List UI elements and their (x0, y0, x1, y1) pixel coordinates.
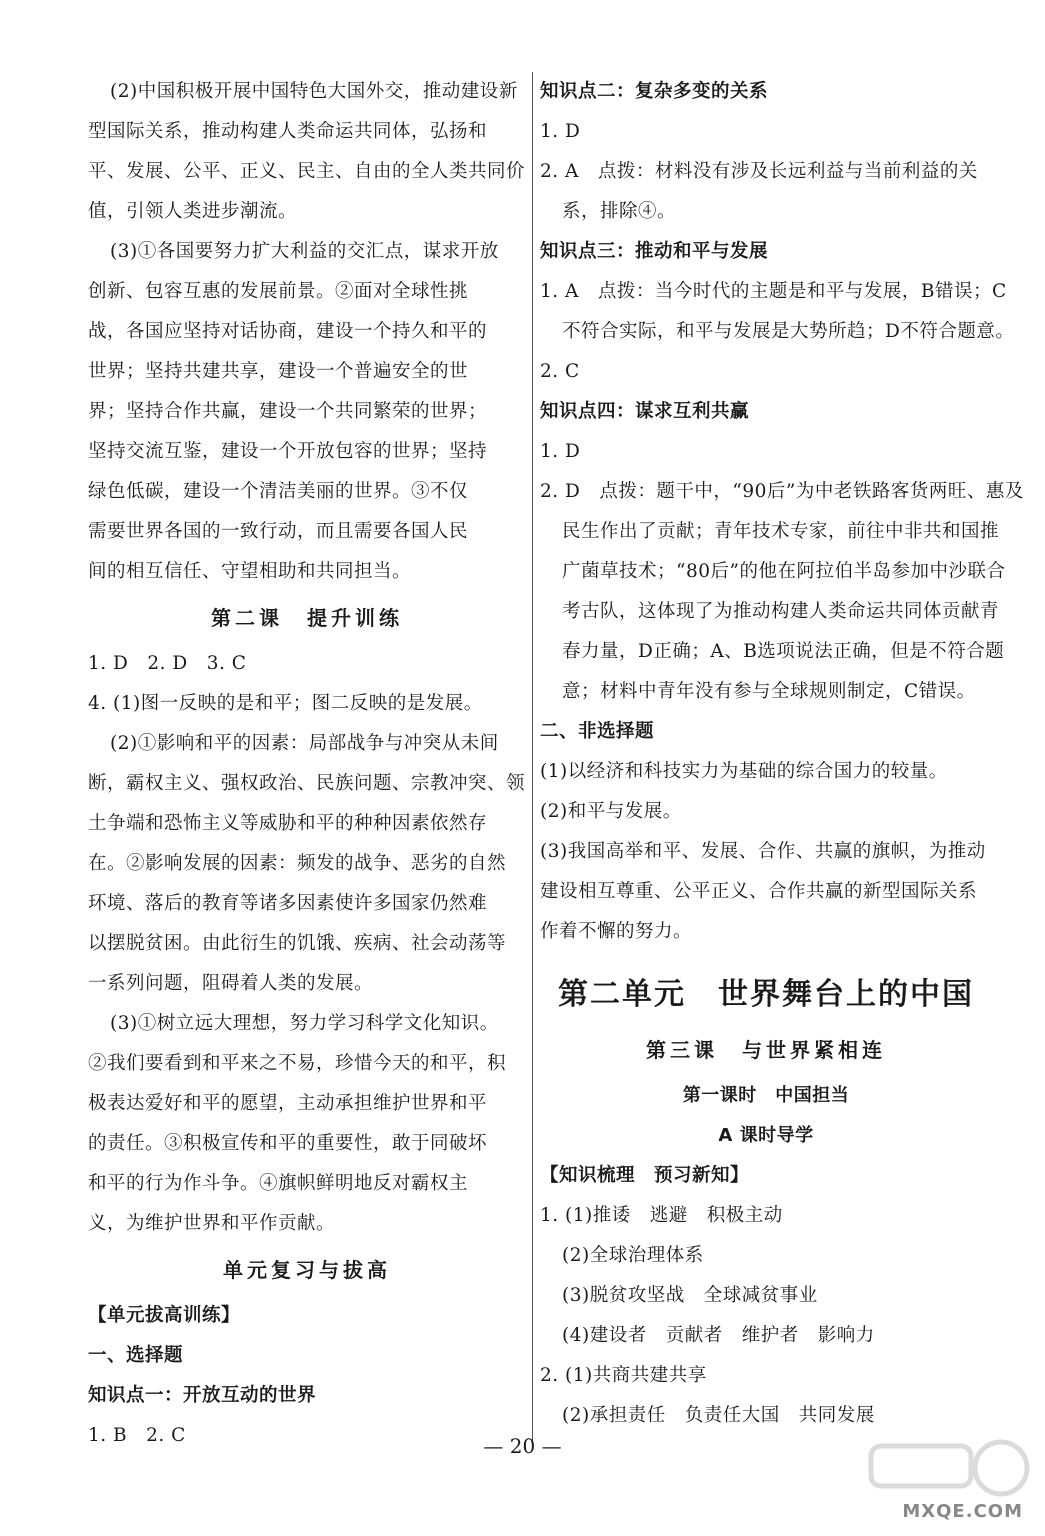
left-line: 一系列问题，阻碍着人类的发展。 (88, 973, 374, 994)
left-line: 世界；坚持共建共享，建设一个普遍安全的世 (88, 361, 469, 382)
right-line: (1)以经济和科技实力为基础的综合国力的较量。 (540, 761, 948, 782)
left-line: 1. B 2. C (88, 1425, 186, 1446)
right-line: 二、非选择题 (540, 721, 655, 742)
right-line: 2. C (540, 361, 580, 382)
left-line: 平、发展、公平、正义、民主、自由的全人类共同价 (88, 161, 526, 182)
right-line: 春力量，D正确；A、B选项说法正确，但是不符合题 (562, 641, 1005, 662)
left-line: 界；坚持合作共赢，建设一个共同繁荣的世界； (88, 401, 488, 422)
right-line: 1. D (540, 121, 581, 142)
right-line: (4)建设者 贡献者 维护者 影响力 (562, 1325, 875, 1346)
right-line: (3)我国高举和平、发展、合作、共赢的旗帜，为推动 (540, 841, 986, 862)
right-line: 【知识梳理 预习新知】 (540, 1165, 750, 1186)
left-line: 绿色低碳，建设一个清洁美丽的世界。③不仅 (88, 481, 469, 502)
right-line: 知识点三：推动和平与发展 (540, 241, 769, 262)
left-line: (2)中国积极开展中国特色大国外交，推动建设新 (110, 81, 518, 102)
left-line: (3)①树立远大理想，努力学习科学文化知识。 (110, 1013, 499, 1034)
left-line: 义，为维护世界和平作贡献。 (88, 1213, 336, 1234)
left-line: 坚持交流互鉴，建设一个开放包容的世界；坚持 (88, 441, 488, 462)
left-line: (2)①影响和平的因素：局部战争与冲突从未间 (110, 733, 499, 754)
right-line: 1. A 点拨：当今时代的主题是和平与发展，B错误；C (540, 281, 1007, 302)
left-line: 值，引领人类进步潮流。 (88, 201, 298, 222)
right-line: 第一课时 中国担当 (682, 1085, 850, 1106)
right-line: (2)和平与发展。 (540, 801, 682, 822)
left-line: 知识点一：开放互动的世界 (88, 1385, 317, 1406)
left-line: 断，霸权主义、强权政治、民族问题、宗教冲突、领 (88, 773, 526, 794)
right-line: 不符合实际，和平与发展是大势所趋；D不符合题意。 (562, 321, 1015, 342)
right-line: 2. A 点拨：材料没有涉及长远利益与当前利益的关 (540, 161, 978, 182)
right-line: (2)全球治理体系 (562, 1245, 704, 1266)
right-line: 民生作出了贡献；青年技术专家，前往中非共和国推 (562, 521, 1000, 542)
right-line: 考古队，这体现了为推动构建人类命运共同体贡献青 (562, 601, 1000, 622)
left-line: 极表达爱好和平的愿望，主动承担维护世界和平 (88, 1093, 488, 1114)
right-line: 知识点二：复杂多变的关系 (540, 81, 769, 102)
left-line: 一、选择题 (88, 1345, 184, 1366)
left-line: 土争端和恐怖主义等威胁和平的种种因素依然存 (88, 813, 488, 834)
left-line: 间的相互信任、守望相助和共同担当。 (88, 561, 412, 582)
left-column (88, 72, 526, 1456)
right-line: 1. D (540, 441, 581, 462)
left-line: 第二课 提升训练 (211, 606, 403, 630)
left-line: (3)①各国要努力扩大利益的交汇点，谋求开放 (110, 241, 499, 262)
left-line: 的责任。③积极宣传和平的重要性，敢于同破坏 (88, 1133, 488, 1154)
right-line: 2. (1)共商共建共享 (540, 1365, 707, 1386)
column-divider (532, 72, 533, 1444)
right-line: 知识点四：谋求互利共赢 (540, 401, 750, 422)
left-line: 和平的行为作斗争。④旗帜鲜明地反对霸权主 (88, 1173, 469, 1194)
left-line: 创新、包容互惠的发展前景。②面对全球性挑 (88, 281, 469, 302)
right-column (540, 72, 1024, 1436)
left-line: ②我们要看到和平来之不易，珍惜今天的和平，积 (88, 1053, 507, 1074)
left-line: 【单元拔高训练】 (88, 1305, 241, 1326)
left-line: 单元复习与拔高 (223, 1258, 391, 1282)
right-line: 作着不懈的努力。 (540, 921, 693, 942)
right-line: (3)脱贫攻坚战 全球减贫事业 (562, 1285, 818, 1306)
left-line: 环境、落后的教育等诸多因素使许多国家仍然难 (88, 893, 488, 914)
right-line: 第三课 与世界紧相连 (646, 1038, 886, 1062)
right-line: 广菌草技术；“80后”的他在阿拉伯半岛参加中沙联合 (562, 561, 1006, 582)
left-line: 战，各国应坚持对话协商，建设一个持久和平的 (88, 321, 488, 342)
left-line: 4. (1)图一反映的是和平；图二反映的是发展。 (88, 693, 483, 714)
right-line: 1. (1)推诿 逃避 积极主动 (540, 1205, 783, 1226)
right-line: 系，排除④。 (562, 201, 677, 222)
left-line: 1. D 2. D 3. C (88, 653, 247, 674)
left-line: 型国际关系，推动构建人类命运共同体，弘扬和 (88, 121, 488, 142)
right-line: 建设相互尊重、公平正义、合作共赢的新型国际关系 (540, 881, 978, 902)
right-line: A 课时导学 (718, 1125, 814, 1146)
left-line: 需要世界各国的一致行动，而且需要各国人民 (88, 521, 469, 542)
left-line: 以摆脱贫困。由此衍生的饥饿、疾病、社会动荡等 (88, 933, 507, 954)
right-line: 第二单元 世界舞台上的中国 (558, 977, 974, 1012)
left-line: 在。②影响发展的因素：频发的战争、恶劣的自然 (88, 853, 507, 874)
right-line: 意；材料中青年没有参与全球规则制定，C错误。 (562, 681, 976, 702)
right-line: (2)承担责任 负责任大国 共同发展 (562, 1405, 875, 1426)
watermark-text: MXQE.COM (902, 1501, 1023, 1522)
right-line: 2. D 点拨：题干中，“90后”为中老铁路客货两旺、惠及 (540, 481, 1024, 502)
page-number: — 20 — (483, 1434, 562, 1458)
